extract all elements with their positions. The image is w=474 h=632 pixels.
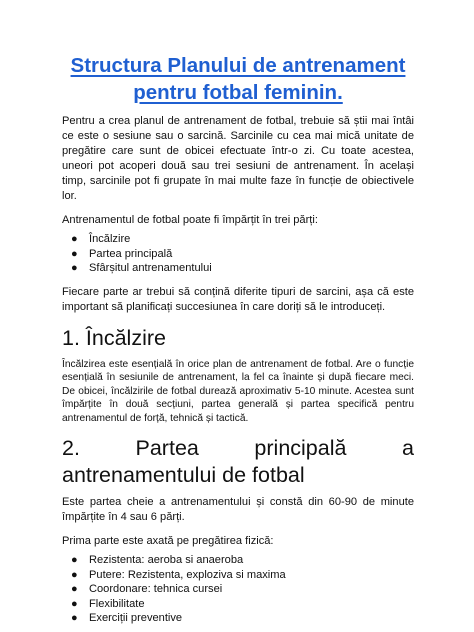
list-item-label: Partea principală	[89, 247, 173, 260]
bullet-icon: ●	[71, 597, 78, 610]
list-item	[71, 247, 414, 262]
bullet-icon: ●	[71, 568, 78, 581]
section-1-heading: 1. Încălzire	[62, 325, 166, 350]
parts-list	[62, 232, 414, 276]
bullet-icon: ●	[71, 554, 78, 566]
list-item	[71, 568, 414, 583]
list-item	[71, 261, 414, 276]
bullet-icon: ●	[71, 612, 78, 624]
parts-intro-paragraph: Antrenamentul de fotbal poate fi împărțit în trei părți:	[62, 214, 318, 226]
bullet-icon: ●	[71, 233, 78, 245]
list-item	[71, 597, 414, 612]
list-item-label: Flexibilitate	[89, 597, 145, 610]
bullet-icon: ●	[71, 583, 78, 595]
list-item	[71, 232, 414, 247]
list-item-label: Sfârșitul antrenamentului	[89, 262, 212, 274]
list-item	[71, 553, 414, 568]
list-item	[71, 611, 414, 626]
list-item-label: Putere: Rezistenta, exploziva si maxima	[89, 568, 286, 581]
section-2-heading: 2. Partea principală a antrenamentului de fotbal	[62, 436, 414, 487]
document-title: Structura Planului de antrenament pentru fotbal feminin.	[70, 54, 406, 104]
document-page	[62, 52, 414, 626]
section-2-body: Este partea cheie a antrenamentului și constă din 60-90 de minute împărțite în 4 sau 6 părți.	[62, 496, 414, 523]
after-parts-paragraph: Fiecare parte ar trebui să conțină diferite tipuri de sarcini, așa că este important să planificați succesiunea în care doriți să le introduceți.	[62, 285, 414, 313]
section-2-sub-intro: Prima parte este axată pe pregătirea fizică:	[62, 535, 274, 547]
list-item-label: Coordonare: tehnica cursei	[89, 583, 223, 595]
list-item-label: Încălzire	[89, 233, 131, 245]
list-item-label: Exerciții preventive	[89, 612, 183, 624]
section-1-body: Încălzirea este esențială în orice plan de antrenament de fotbal. Are o funcție esențială în sesiunile de antrenament, la fel ca înainte și după fiecare meci. De obicei, încălzirile de fotbal durează aproximativ 5-10 minute. Acestea sunt împărțite în două secțiuni, partea generală și partea specifică pentru antrenamentul de forță, tehnică și tactică.	[62, 358, 414, 424]
intro-paragraph: Pentru a crea planul de antrenament de fotbal, trebuie să știi mai întâi ce este o sesiune sau o sarcină. Sarcinile cu cea mai mică unitate de pregătire care sunt de obicei efectuate într-o zi. Cu toate acestea, uneori pot acoperi două sau trei sesiuni de antrenament. În același timp, sarcinile pot fi grupate în mai multe faze în funcție de obiectivele lor.	[62, 115, 414, 202]
bullet-icon: ●	[71, 262, 78, 274]
physical-prep-list	[62, 553, 414, 626]
bullet-icon: ●	[71, 247, 78, 260]
list-item-label: Rezistenta: aeroba si anaeroba	[89, 554, 244, 566]
list-item	[71, 582, 414, 597]
